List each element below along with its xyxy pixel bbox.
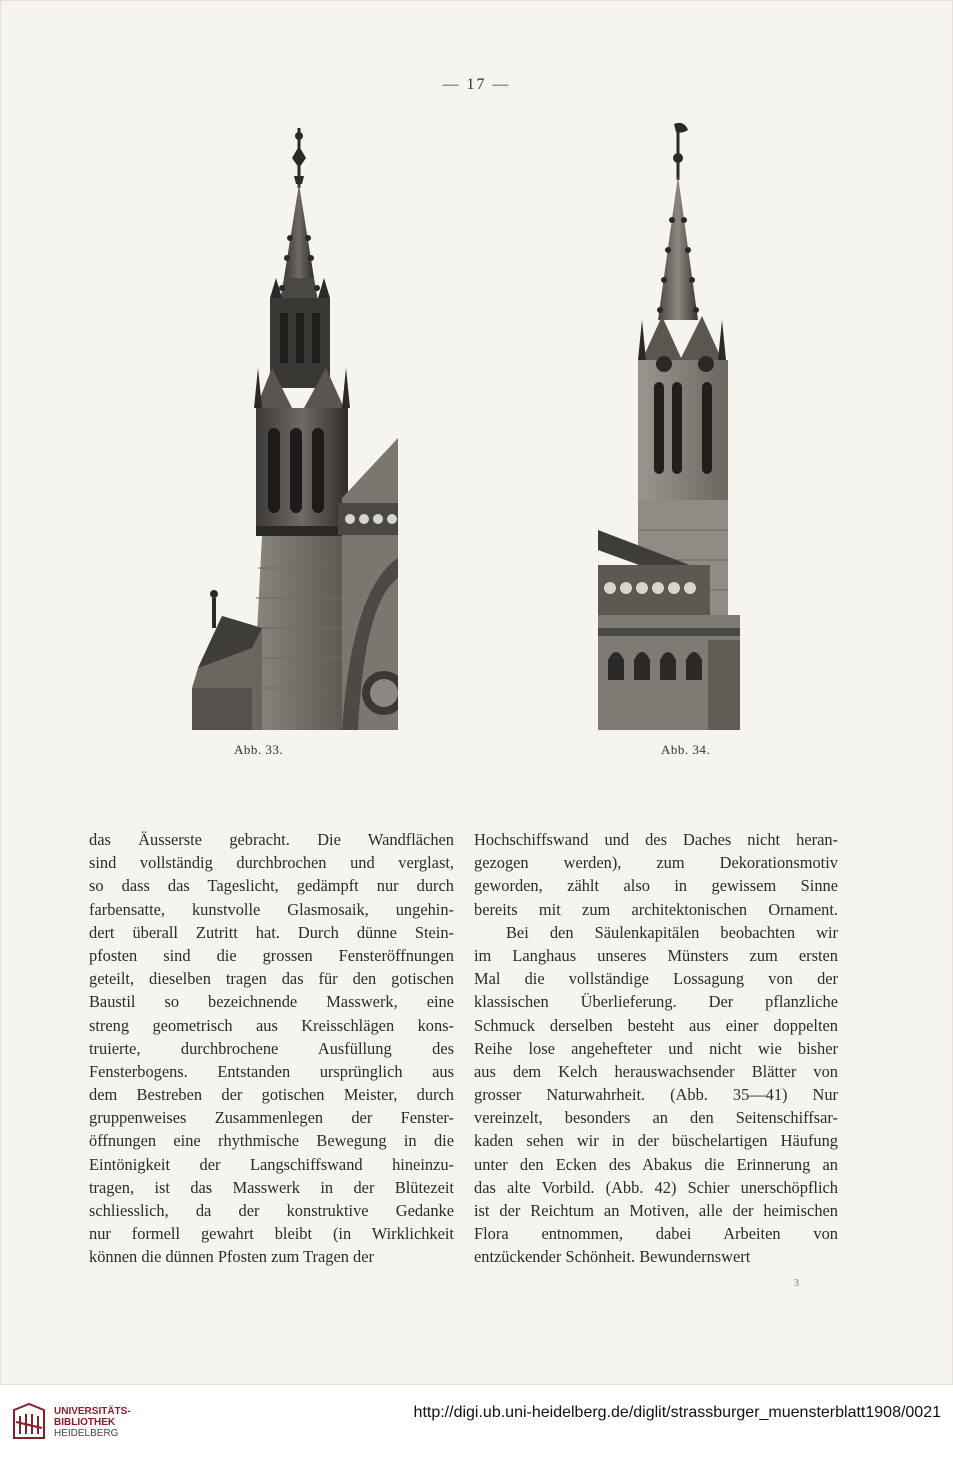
text-line: schliesslich, da der konstruktive Gedanke xyxy=(89,1201,454,1220)
right-text-column xyxy=(474,828,838,1269)
text-line: bereits mit zum architektonischen Ornament. xyxy=(474,899,838,919)
text-line: farbensatte, kunstvolle Glasmosaik, ungehin- xyxy=(89,899,454,919)
text-line: streng geometrisch aus Kreisschlägen kons- xyxy=(89,1015,454,1035)
source-url-link[interactable]: http://digi.ub.uni-heidelberg.de/diglit/strassburger_muensterblatt1908/0021 xyxy=(413,1404,941,1421)
spire-photo-34 xyxy=(598,120,740,730)
figure-caption-34: Abb. 34. xyxy=(661,742,711,757)
text-line: Flora entnommen, dabei Arbeiten von xyxy=(474,1224,838,1244)
text-line: im Langhaus unseres Münsters zum ersten xyxy=(474,945,838,965)
text-line: Eintönigkeit der Langschiffswand hineinzu- xyxy=(89,1154,454,1174)
text-line: truierte, durchbrochene Ausfüllung des xyxy=(89,1038,454,1058)
library-logo[interactable] xyxy=(10,1402,131,1442)
figure-caption-33: Abb. 33. xyxy=(234,742,284,757)
signature-mark: 3 xyxy=(794,1278,799,1289)
text-line: dem Bestreben der gotischen Meister, durch xyxy=(89,1085,454,1105)
text-line: unter den Ecken des Abakus die Erinnerung an xyxy=(474,1154,838,1174)
logo-line-3: HEIDELBERG xyxy=(54,1427,119,1439)
library-footer xyxy=(0,1385,953,1461)
page-number: — 17 — xyxy=(442,76,511,93)
text-line: aus dem Kelch herauswachsender Blätter von xyxy=(474,1061,838,1081)
text-line: das alte Vorbild. (Abb. 42) Schier unerschöpflich xyxy=(474,1177,838,1197)
library-logo-text xyxy=(54,1406,131,1439)
text-line: entzückender Schönheit. Bewundernswert xyxy=(474,1247,751,1267)
spire-photo-33 xyxy=(192,128,398,730)
text-line: so dass das Tageslicht, gedämpft nur durch xyxy=(89,876,454,896)
text-line: ist der Reichtum an Motiven, alle der heimischen xyxy=(474,1201,838,1220)
logo-line-1: UNIVERSITÄTS- xyxy=(54,1405,131,1417)
text-line: tragen, ist das Masswerk in der Blütezeit xyxy=(89,1177,454,1197)
text-line: können die dünnen Pfosten zum Tragen der xyxy=(89,1247,374,1267)
text-line: nur formell gewahrt bleibt (in Wirklichkeit xyxy=(89,1224,454,1244)
figure-abb-33 xyxy=(192,128,398,730)
logo-line-2: BIBLIOTHEK xyxy=(54,1416,116,1428)
text-line: kaden sehen wir in der büschelartigen Häufung xyxy=(474,1131,838,1151)
text-line: öffnungen eine rhythmische Bewegung in die xyxy=(89,1131,454,1151)
text-line: pfosten sind die grossen Fensteröffnungen xyxy=(89,945,454,965)
library-emblem-icon xyxy=(10,1402,48,1442)
figure-abb-34 xyxy=(598,120,740,730)
left-text-column xyxy=(89,828,454,1269)
text-line: Schmuck derselben besteht aus einer doppelten xyxy=(474,1015,838,1035)
text-line: gezogen werden), zum Dekorationsmotiv xyxy=(474,853,838,873)
text-line: das Äusserste gebracht. Die Wandflächen xyxy=(89,830,454,849)
text-line: Hochschiffswand und des Daches nicht heran- xyxy=(474,830,838,849)
text-line: dert überall Zutritt hat. Durch dünne Stein- xyxy=(89,922,454,942)
text-line: Fensterbogens. Entstanden ursprünglich aus xyxy=(89,1061,454,1081)
text-line: vereinzelt, besonders an den Seitenschiffsar- xyxy=(474,1108,838,1128)
text-line: geworden, zählt also in gewissem Sinne xyxy=(474,876,838,896)
text-line: sind vollständig durchbrochen und verglast, xyxy=(89,853,454,873)
text-line: Baustil so bezeichnende Masswerk, eine xyxy=(89,992,454,1012)
text-line: gruppenweises Zusammenlegen der Fenster- xyxy=(89,1108,454,1128)
text-line: Reihe lose angehefteter und nicht wie bisher xyxy=(474,1038,838,1058)
text-line: Bei den Säulenkapitälen beobachten wir xyxy=(506,922,838,942)
text-line: klassischen Überlieferung. Der pflanzliche xyxy=(474,992,838,1012)
text-line: geteilt, dieselben tragen das für den gotischen xyxy=(89,969,454,989)
text-line: Mal die vollständige Lossagung von der xyxy=(474,969,838,989)
text-line: grosser Naturwahrheit. (Abb. 35—41) Nur xyxy=(474,1085,838,1105)
